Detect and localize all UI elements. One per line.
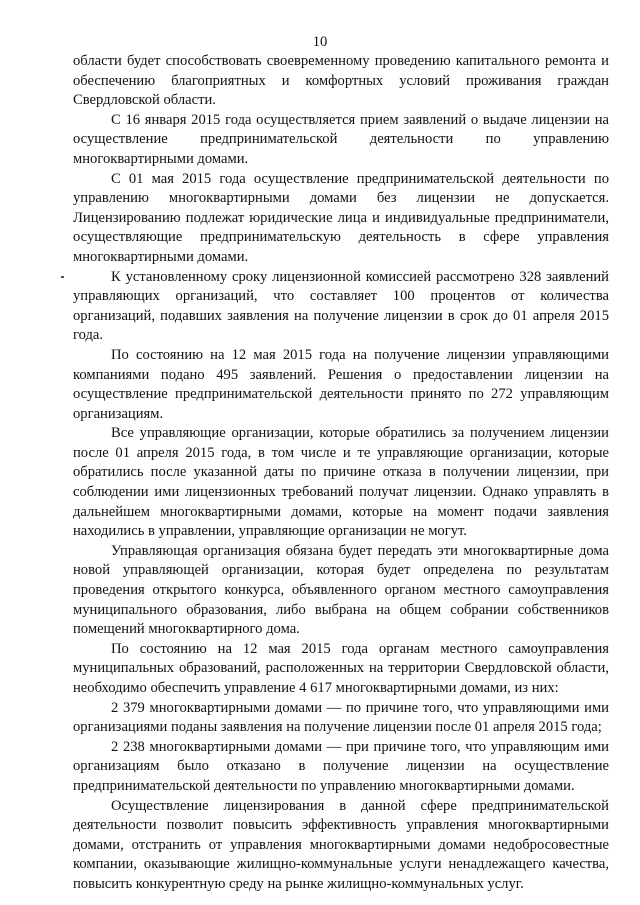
paragraph-2: С 16 января 2015 года осуществляется прием заявлений о выдаче лицензии на осуществление предпринимательской деятельности по управлению многоквартирными домами. bbox=[73, 111, 609, 167]
document-body bbox=[73, 52, 609, 895]
margin-mark bbox=[61, 276, 64, 278]
paragraph-8: По состоянию на 12 мая 2015 года органам местного самоуправления муниципальных образований, расположенных на территории Свердловской области, необходимо обеспечить управление 4 617 многоквартирными домами, из них: bbox=[73, 640, 609, 696]
paragraph-5: По состоянию на 12 мая 2015 года на получение лицензии управляющими компаниями подано 495 заявлений. Решения о предоставлении лицензии на осуществление предпринимательской деятельности принято по 272 управляющим организациям. bbox=[73, 346, 609, 422]
paragraph-3: С 01 мая 2015 года осуществление предпринимательской деятельности по управлению многоквартирными домами без лицензии не допускается. Лицензированию подлежат юридические лица и индивидуальные предприниматели, осуществляющие предпринимательскую деятельность в сфере управления многоквартирными домами. bbox=[73, 170, 609, 265]
paragraph-9: 2 379 многоквартирными домами — по причине того, что управляющими ими организациями поданы заявления на получение лицензии после 01 апреля 2015 года; bbox=[73, 699, 609, 736]
paragraph-11: Осуществление лицензирования в данной сфере предпринимательской деятельности позволит повысить эффективность управления многоквартирными домами, отстранить от управления многоквартирными домами недобросовестные компании, оказывающие жилищно-коммунальные услуги ненадлежащего качества, повысить конкурентную среду на рынке жилищно-коммунальных услуг. bbox=[73, 797, 609, 892]
paragraph-4: К установленному сроку лицензионной комиссией рассмотрено 328 заявлений управляющих организаций, что составляет 100 процентов от количества организаций, подавших заявления на получение лицензии в срок до 01 апреля 2015 года. bbox=[73, 268, 609, 344]
paragraph-10: 2 238 многоквартирными домами — при причине того, что управляющим ими организациям было отказано в получение лицензии на осуществление предпринимательской деятельности по управлению многоквартирными домами. bbox=[73, 738, 609, 794]
page-number: 10 bbox=[312, 34, 328, 50]
paragraph-7: Управляющая организация обязана будет передать эти многоквартирные дома новой управляющей организации, которая будет определена по результатам проведения открытого конкурса, объявленного органом местного самоуправления муниципального образования, либо выбрана на общем собрании собственников помещений многоквартирного дома. bbox=[73, 542, 609, 638]
paragraph-6: Все управляющие организации, которые обратились за получением лицензии после 01 апреля 2015 года, в том числе и те управляющие организации, которые обратились после указанной даты по причине отказа в получении лицензии, при соблюдении ими лицензионных требований получат лицензии. Однако управлять в дальнейшем многоквартирными домами, которые на момент подачи заявления находились в управлении, управляющие организации не могут. bbox=[73, 425, 609, 540]
paragraph-1: области будет способствовать своевременному проведению капитального ремонта и обеспечению благоприятных и комфортных условий проживания граждан Свердловской области. bbox=[73, 53, 609, 109]
